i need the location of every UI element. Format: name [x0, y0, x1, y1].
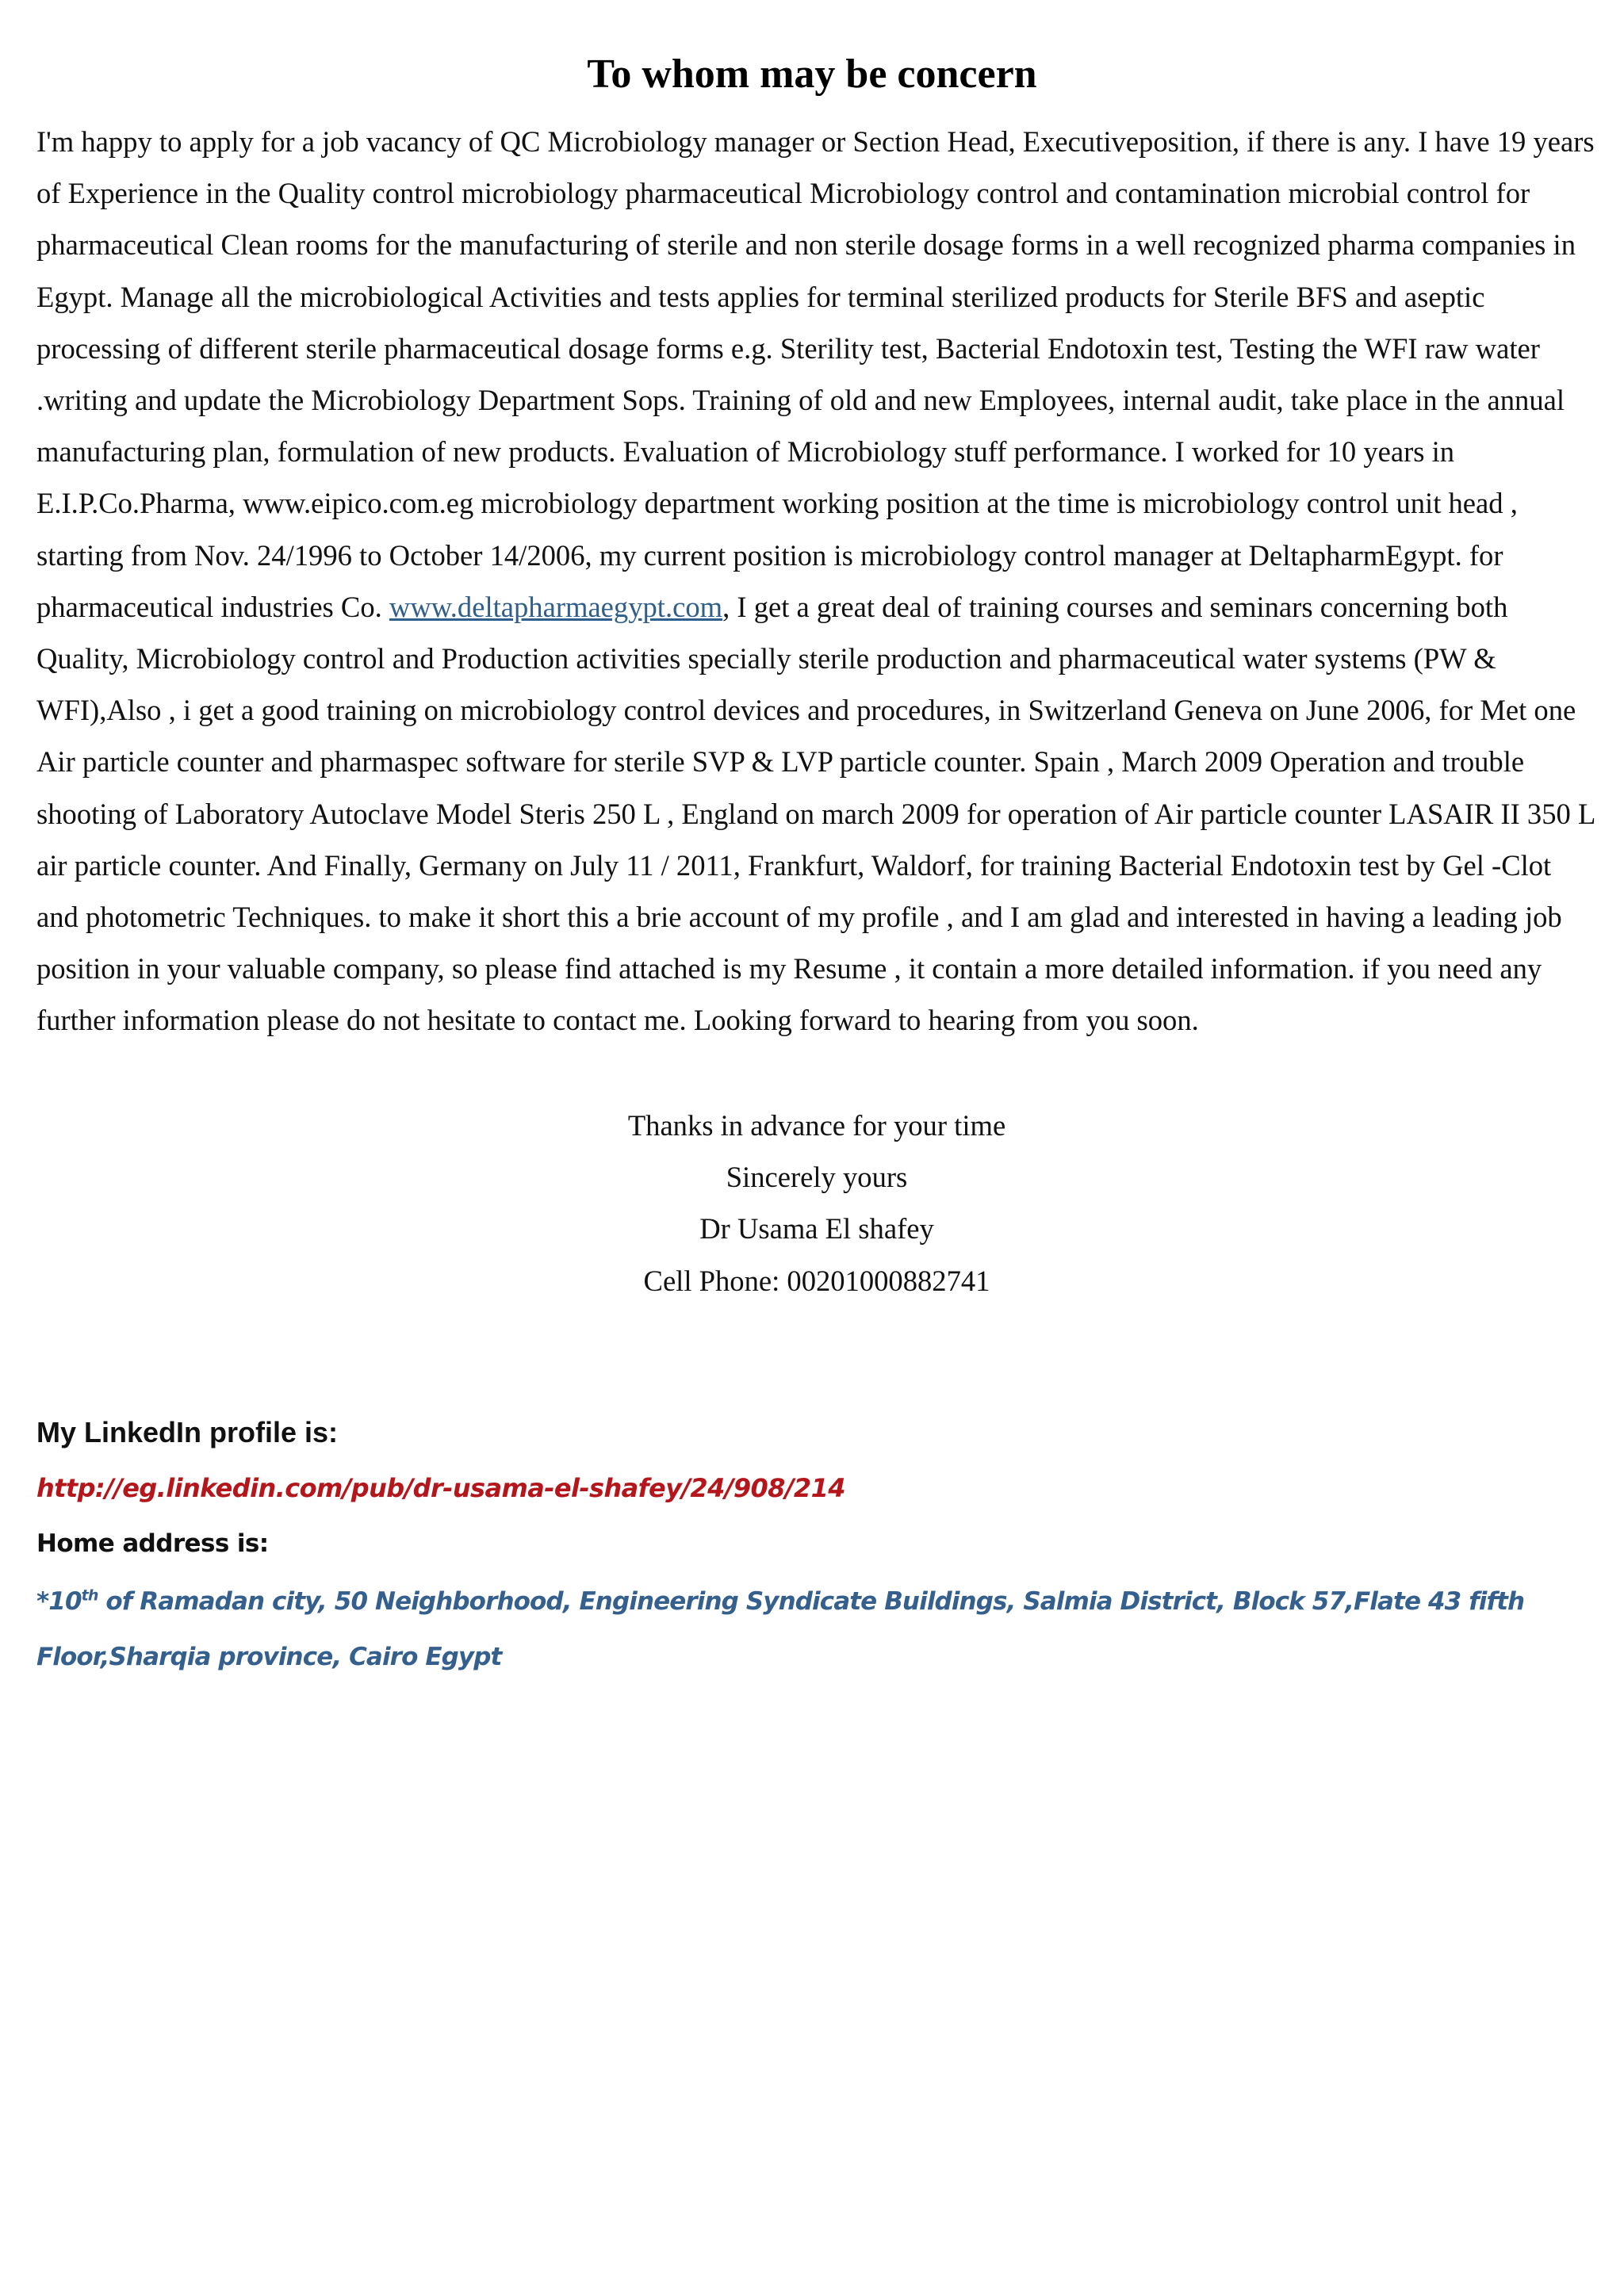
letter-closing: [0, 1100, 1624, 1307]
letter-body-part-2: , I get a great deal of training courses and seminars concerning both Quality, Microbiology control and Production activities specially sterile production and pharmaceutical water systems (PW & WFI),Also , i get a good training on microbiology control devices and procedures, in Switzerland Geneva on June 2006, for Met one Air particle counter and pharmaspec software for sterile SVP & LVP particle counter. Spain , March 2009 Operation and trouble shooting of Laboratory Autoclave Model Steris 250 L , England on march 2009 for operation of Air particle counter LASAIR II 350 L air particle counter. And Finally, Germany on July 11 / 2011, Frankfurt, Waldorf, for training Bacterial Endotoxin test by Gel -Clot and photometric Techniques. to make it short this a brie account of my profile , and I am glad and interested in having a leading job position in your valuable company, so please find attached is my Resume , it contain a more detailed information. if you need any further information please do not hesitate to contact me. Looking forward to hearing from you soon.: [36, 590, 1595, 1037]
address-rest: of Ramadan city, 50 Neighborhood, Engineering Syndicate Buildings, Salmia District, Block 57,Flate 43 fifth Floor,Sharqia province, Cairo Egypt: [36, 1587, 1525, 1671]
letter-body: [36, 116, 1595, 1047]
letter-body-part-1: I'm happy to apply for a job vacancy of QC Microbiology manager or Section Head, Executiveposition, if there is any. I have 19 years of Experience in the Quality control microbiology pharmaceutical Microbiology control and contamination microbial control for pharmaceutical Clean rooms for the manufacturing of sterile and non sterile dosage forms in a well recognized pharma companies in Egypt. Manage all the microbiological Activities and tests applies for terminal sterilized products for Sterile BFS and aseptic processing of different sterile pharmaceutical dosage forms e.g. Sterility test, Bacterial Endotoxin test, Testing the WFI raw water .writing and update the Microbiology Department Sops. Training of old and new Employees, internal audit, take place in the annual manufacturing plan, formulation of new products. Evaluation of Microbiology stuff performance. I worked for 10 years in E.I.P.Co.Pharma, www.eipico.com.eg microbiology department working position at the time is microbiology control unit head , starting from Nov. 24/1996 to October 14/2006, my current position is microbiology control manager at DeltapharmEgypt. for pharmaceutical industries Co.: [36, 125, 1595, 623]
signer-name: Dr Usama El shafey: [699, 1212, 934, 1246]
home-address: [36, 1574, 1614, 1685]
closing-thanks: Thanks in advance for your time: [627, 1109, 1006, 1142]
linkedin-label: My LinkedIn profile is:: [36, 1416, 339, 1448]
address-prefix: *10: [36, 1587, 82, 1616]
address-ordinal-suffix: th: [81, 1586, 98, 1605]
company-website-link[interactable]: www.deltapharmaegypt.com: [389, 590, 723, 623]
closing-sign-off: Sincerely yours: [726, 1161, 908, 1194]
home-address-label: Home address is:: [36, 1529, 269, 1558]
linkedin-url-link[interactable]: http://eg.linkedin.com/pub/dr-usama-el-shafey/24/908/214: [36, 1473, 845, 1503]
signer-phone: Cell Phone: 00201000882741: [643, 1264, 990, 1297]
letter-title: To whom may be concern: [587, 52, 1037, 97]
